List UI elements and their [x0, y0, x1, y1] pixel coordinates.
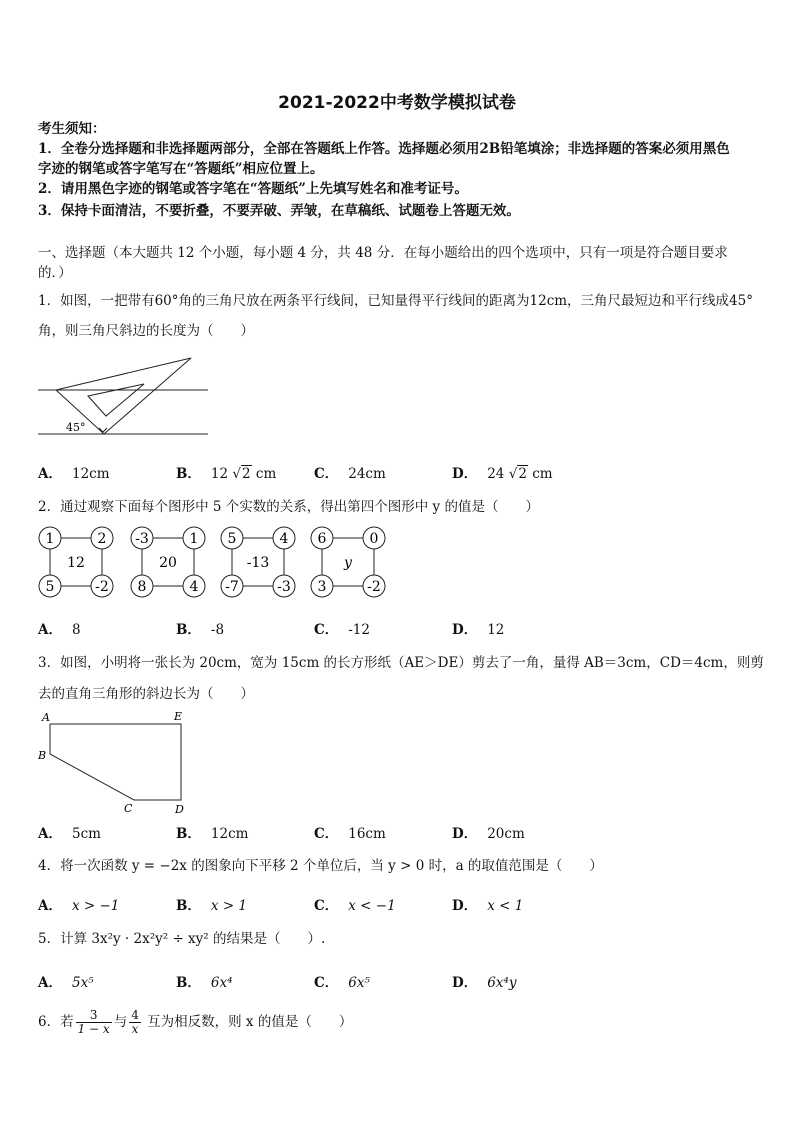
number-figure-3	[221, 527, 295, 597]
angle-label: 45°	[66, 421, 86, 434]
section-heading-cont: 的．）	[38, 265, 72, 281]
question-3-options	[38, 822, 758, 842]
label-b: B	[38, 749, 47, 762]
question-1-options	[38, 462, 758, 482]
corner-number: -2	[367, 579, 381, 595]
notice-item: 2．请用黑色字迹的钢笔或答字笔在“答题纸”上先填写姓名和准考证号。	[38, 181, 468, 197]
notice-heading: 考生须知：	[38, 121, 106, 137]
option-d[interactable]: D． 12	[452, 622, 505, 638]
fraction-2: $\frac{4}{x}$	[131, 1008, 139, 1036]
corner-number: 4	[279, 531, 289, 547]
notice-item: 1．全卷分选择题和非选择题两部分，全部在答题纸上作答。选择题必须用2B铅笔填涂；非选择题的答案必须用黑色	[38, 141, 730, 157]
center-number: 20	[159, 555, 177, 571]
corner-number: 0	[369, 531, 379, 547]
corner-number: 8	[137, 579, 147, 595]
corner-number: 3	[317, 579, 327, 595]
sqrt-sign: √	[232, 466, 242, 482]
set-square-inner	[88, 384, 144, 416]
notice-item: 字迹的钢笔或答字笔写在“答题纸”相应位置上。	[38, 161, 324, 177]
number-figure-1	[39, 527, 113, 597]
corner-number: 5	[45, 579, 55, 595]
option-d[interactable]: D． 6x⁴y	[452, 975, 517, 991]
fraction-1: $\frac{3}{1 - x}$	[77, 1008, 110, 1036]
question-5-text: 5．计算 3x²y · 2x²y² ÷ xy² 的结果是（ ）.	[38, 931, 326, 947]
option-c[interactable]: C． 24cm	[314, 466, 386, 482]
question-3-figure	[36, 708, 196, 818]
label-c: C	[124, 802, 133, 815]
corner-number: -2	[95, 579, 109, 595]
cut-paper-outline	[50, 724, 181, 800]
option-a[interactable]: A． 12cm	[38, 466, 110, 482]
question-2-text: 2．通过观察下面每个图形中 5 个实数的关系，得出第四个图形中 y 的值是（ ）	[38, 499, 539, 515]
option-c[interactable]: C． 6x⁵	[314, 975, 370, 991]
notice-item: 3．保持卡面清洁，不要折叠，不要弄破、弄皱，在草稿纸、试题卷上答题无效。	[38, 203, 520, 219]
question-4-options	[38, 894, 758, 914]
corner-number: -3	[135, 531, 149, 547]
question-1-figure	[36, 352, 211, 442]
question-3-text-cont: 去的直角三角形的斜边长为（ ）	[38, 686, 254, 702]
center-number: y	[344, 555, 352, 571]
corner-number: 2	[97, 531, 107, 547]
option-b[interactable]: B． x > 1	[176, 898, 248, 914]
sqrt-sign: √	[508, 466, 518, 482]
question-4-text: 4．将一次函数 y = −2x 的图象向下平移 2 个单位后，当 y > 0 时，a 的取值范围是（ ）	[38, 858, 603, 874]
corner-number: -3	[277, 579, 291, 595]
question-3-text: 3．如图，小明将一张长为 20cm，宽为 15cm 的长方形纸（AE＞DE）剪去了一角，量得 AB＝3cm，CD＝4cm，则剪	[38, 655, 764, 671]
option-a[interactable]: A． x > −1	[38, 898, 120, 914]
number-figure-2	[131, 527, 205, 597]
option-a[interactable]: A． 5x⁵	[38, 975, 94, 991]
corner-number: -7	[225, 579, 239, 595]
label-e: E	[174, 710, 183, 723]
option-d[interactable]: D． 20cm	[452, 826, 525, 842]
question-6-text: 6．若 $\frac{3}{1 - x}$ 与 $\frac{4}{x}$ 互为相反数，则 x 的值是（ ）	[38, 1008, 353, 1036]
question-1-text: 1．如图，一把带有60°角的三角尺放在两条平行线间，已知量得平行线间的距离为12cm，三角尺最短边和平行线成45°	[38, 293, 753, 309]
option-a[interactable]: A． 5cm	[38, 826, 101, 842]
option-b[interactable]: B． 12cm	[176, 826, 249, 842]
corner-number: 6	[317, 531, 327, 547]
question-2-figures	[36, 524, 396, 600]
label-d: D	[175, 803, 184, 816]
corner-number: 1	[189, 531, 199, 547]
center-number: 12	[67, 555, 85, 571]
option-a[interactable]: A． 8	[38, 622, 81, 638]
corner-number: 1	[45, 531, 55, 547]
page-title: 2021-2022中考数学模拟试卷	[278, 93, 516, 113]
question-1-text-cont: 角，则三角尺斜边的长度为（ ）	[38, 323, 254, 339]
option-b[interactable]: B． 12 √2 cm	[176, 466, 277, 482]
option-d[interactable]: D． x < 1	[452, 898, 524, 914]
option-c[interactable]: C． x < −1	[314, 898, 396, 914]
corner-number: 4	[189, 579, 199, 595]
option-b[interactable]: B． 6x⁴	[176, 975, 233, 991]
label-a: A	[42, 711, 50, 724]
option-c[interactable]: C． 16cm	[314, 826, 386, 842]
question-5-options	[38, 971, 758, 991]
option-c[interactable]: C． -12	[314, 622, 370, 638]
option-d[interactable]: D． 24 √2 cm	[452, 466, 553, 482]
question-2-options	[38, 618, 758, 638]
corner-number: 5	[227, 531, 237, 547]
section-heading: 一、选择题（本大题共 12 个小题，每小题 4 分，共 48 分．在每小题给出的四个选项中，只有一项是符合题目要求	[38, 245, 728, 261]
number-figure-4	[311, 527, 385, 597]
center-number: -13	[246, 555, 270, 571]
option-b[interactable]: B． -8	[176, 622, 225, 638]
